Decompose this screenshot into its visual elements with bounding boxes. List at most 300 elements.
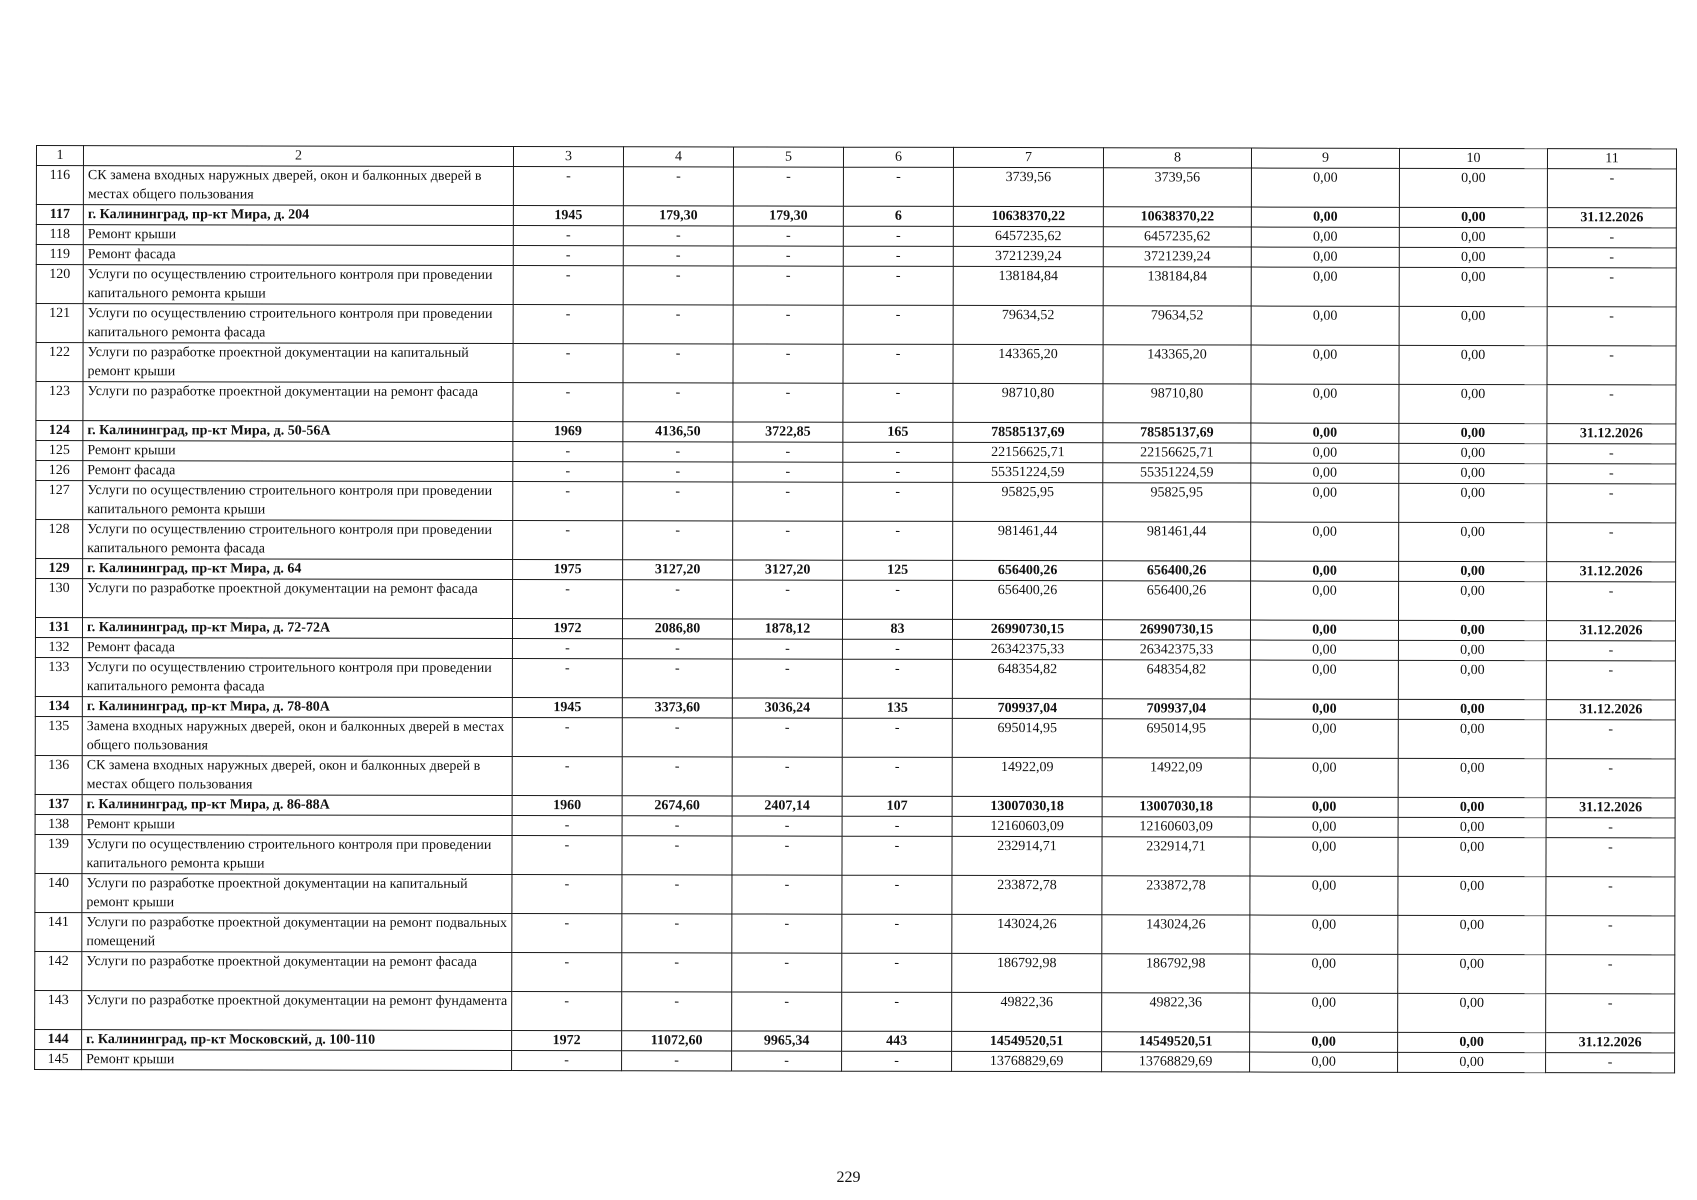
year-built-cell: - — [513, 245, 623, 265]
other-funds-cell: 0,00 — [1398, 876, 1546, 915]
total-area-cell: - — [623, 344, 733, 383]
fund-cost-cell: 49822,36 — [1102, 993, 1250, 1032]
fund-cost-cell: 232914,71 — [1102, 837, 1250, 876]
total-area-cell: - — [622, 718, 732, 757]
residents-count-cell: 125 — [843, 560, 953, 580]
fund-cost-cell: 143365,20 — [1103, 345, 1251, 384]
table-row — [36, 579, 1676, 621]
work-description-cell: г. Калининград, пр-кт Мира, д. 64 — [83, 559, 513, 580]
budget-funds-cell: 0,00 — [1251, 384, 1399, 423]
table-body — [35, 146, 1677, 1073]
total-area-cell: 3127,20 — [623, 560, 733, 580]
total-cost-cell: 981461,44 — [953, 521, 1103, 560]
budget-funds-cell: 0,00 — [1251, 227, 1399, 247]
living-area-cell: - — [732, 816, 842, 836]
living-area-cell: - — [733, 521, 843, 560]
year-built-cell: 1969 — [513, 421, 623, 441]
row-number-cell: 121 — [36, 304, 83, 343]
row-number-cell: 135 — [35, 716, 82, 755]
row-number-cell: 130 — [36, 579, 83, 618]
fund-cost-cell: 12160603,09 — [1102, 817, 1250, 837]
fund-cost-cell: 13768829,69 — [1102, 1052, 1250, 1072]
completion-date-cell: - — [1547, 464, 1676, 484]
year-built-cell: 1975 — [513, 559, 623, 579]
living-area-cell: - — [732, 659, 842, 698]
living-area-cell: - — [733, 246, 843, 266]
budget-funds-cell: 0,00 — [1250, 915, 1398, 954]
work-description-cell: Услуги по разработке проектной документации на капитальный ремонт крыши — [82, 874, 512, 914]
total-area-cell: - — [623, 482, 733, 521]
budget-funds-cell: 0,00 — [1251, 168, 1399, 207]
completion-date-cell: - — [1547, 523, 1676, 562]
work-description-cell: Ремонт фасада — [83, 461, 513, 482]
year-built-cell: - — [513, 579, 623, 618]
total-cost-cell: 656400,26 — [953, 560, 1103, 580]
living-area-cell: - — [732, 992, 842, 1031]
living-area-cell: - — [733, 167, 843, 206]
budget-funds-cell: 0,00 — [1250, 1052, 1398, 1072]
total-cost-cell: 3721239,24 — [953, 246, 1103, 266]
table-row — [35, 951, 1675, 993]
table-row — [35, 716, 1675, 758]
residents-count-cell: - — [843, 246, 953, 266]
year-built-cell: - — [513, 481, 623, 520]
living-area-cell: - — [733, 462, 843, 482]
residents-count-cell: - — [842, 992, 952, 1031]
column-number-4: 4 — [623, 147, 733, 167]
completion-date-cell: - — [1546, 877, 1675, 916]
work-description-cell: СК замена входных наружных дверей, окон и балконных дверей в местах общего пользования — [82, 756, 512, 796]
other-funds-cell: 0,00 — [1398, 954, 1546, 993]
other-funds-cell: 0,00 — [1399, 423, 1547, 443]
residents-count-cell: 6 — [843, 206, 953, 226]
budget-funds-cell: 0,00 — [1251, 306, 1399, 345]
living-area-cell: 3036,24 — [732, 698, 842, 718]
completion-date-cell: - — [1546, 720, 1675, 759]
completion-date-cell: 31.12.2026 — [1547, 208, 1676, 228]
fund-cost-cell: 78585137,69 — [1103, 423, 1251, 443]
budget-funds-cell: 0,00 — [1251, 345, 1399, 384]
table-row — [36, 343, 1676, 385]
completion-date-cell: - — [1546, 759, 1675, 798]
other-funds-cell: 0,00 — [1398, 620, 1546, 640]
total-area-cell: - — [622, 875, 732, 914]
other-funds-cell: 0,00 — [1399, 168, 1547, 207]
residents-count-cell: - — [842, 875, 952, 914]
total-area-cell: - — [623, 383, 733, 422]
total-area-cell: 2674,60 — [622, 796, 732, 816]
row-number-cell: 136 — [35, 755, 82, 794]
total-cost-cell: 12160603,09 — [952, 816, 1102, 836]
completion-date-cell: 31.12.2026 — [1547, 424, 1676, 444]
year-built-cell: 1972 — [512, 618, 622, 638]
fund-cost-cell: 79634,52 — [1103, 306, 1251, 345]
fund-cost-cell: 3739,56 — [1103, 168, 1251, 207]
residents-count-cell: - — [842, 639, 952, 659]
year-built-cell: - — [512, 991, 622, 1030]
year-built-cell: - — [512, 874, 622, 913]
fund-cost-cell: 14922,09 — [1102, 758, 1250, 797]
completion-date-cell: - — [1547, 385, 1676, 424]
other-funds-cell: 0,00 — [1398, 699, 1546, 719]
total-cost-cell: 10638370,22 — [953, 206, 1103, 226]
address-row — [36, 559, 1676, 582]
year-built-cell: - — [512, 1050, 622, 1070]
column-number-6: 6 — [843, 147, 953, 167]
row-number-cell: 142 — [35, 951, 82, 990]
year-built-cell: - — [512, 952, 622, 991]
total-area-cell: - — [623, 246, 733, 266]
other-funds-cell: 0,00 — [1399, 522, 1547, 561]
fund-cost-cell: 656400,26 — [1103, 561, 1251, 581]
total-area-cell: - — [622, 992, 732, 1031]
column-number-8: 8 — [1103, 148, 1251, 168]
work-description-cell: г. Калининград, пр-кт Мира, д. 50-56А — [83, 421, 513, 442]
work-description-cell: Ремонт крыши — [83, 441, 513, 462]
living-area-cell: - — [733, 580, 843, 619]
row-number-cell: 118 — [36, 225, 83, 245]
living-area-cell: - — [732, 639, 842, 659]
row-number-cell: 143 — [35, 990, 82, 1029]
total-area-cell: - — [622, 1051, 732, 1071]
residents-count-cell: - — [843, 305, 953, 344]
total-cost-cell: 14549520,51 — [952, 1031, 1102, 1051]
other-funds-cell: 0,00 — [1398, 660, 1546, 699]
fund-cost-cell: 26342375,33 — [1102, 640, 1250, 660]
row-number-cell: 140 — [35, 873, 82, 912]
living-area-cell: - — [732, 718, 842, 757]
budget-funds-cell: 0,00 — [1251, 443, 1399, 463]
total-cost-cell: 233872,78 — [952, 875, 1102, 914]
fund-cost-cell: 6457235,62 — [1103, 227, 1251, 247]
table-row — [35, 912, 1675, 954]
table-row — [36, 382, 1676, 424]
completion-date-cell: - — [1547, 268, 1676, 307]
year-built-cell: 1960 — [512, 795, 622, 815]
residents-count-cell: - — [843, 344, 953, 383]
row-number-cell: 138 — [35, 814, 82, 834]
year-built-cell: 1972 — [512, 1030, 622, 1050]
year-built-cell: - — [512, 638, 622, 658]
completion-date-cell: - — [1547, 484, 1676, 523]
address-row — [35, 618, 1675, 641]
total-area-cell: - — [623, 580, 733, 619]
residents-count-cell: 83 — [842, 619, 952, 639]
work-description-cell: г. Калининград, пр-кт Мира, д. 86-88А — [82, 795, 512, 816]
total-area-cell: - — [623, 442, 733, 462]
budget-funds-cell: 0,00 — [1250, 837, 1398, 876]
living-area-cell: 9965,34 — [732, 1031, 842, 1051]
row-number-cell: 133 — [35, 657, 82, 696]
completion-date-cell: 31.12.2026 — [1546, 798, 1675, 818]
living-area-cell: - — [733, 442, 843, 462]
other-funds-cell: 0,00 — [1399, 483, 1547, 522]
completion-date-cell: - — [1547, 346, 1676, 385]
row-number-cell: 144 — [35, 1029, 82, 1049]
table-row — [36, 166, 1676, 208]
total-cost-cell: 14922,09 — [952, 757, 1102, 796]
residents-count-cell: - — [842, 914, 952, 953]
total-area-cell: - — [623, 305, 733, 344]
year-built-cell: - — [513, 225, 623, 245]
year-built-cell: - — [513, 441, 623, 461]
table-row — [35, 873, 1675, 915]
table-row — [35, 1049, 1675, 1072]
budget-funds-cell: 0,00 — [1251, 483, 1399, 522]
work-description-cell: Услуги по осуществлению строительного контроля при проведении капитального ремонта крыши — [83, 265, 513, 305]
total-cost-cell: 79634,52 — [953, 305, 1103, 344]
total-cost-cell: 656400,26 — [953, 580, 1103, 619]
table-row — [36, 481, 1676, 523]
work-description-cell: Услуги по разработке проектной документации на ремонт фасада — [83, 382, 513, 422]
year-built-cell: - — [512, 756, 622, 795]
completion-date-cell: - — [1547, 307, 1676, 346]
total-area-cell: - — [622, 836, 732, 875]
completion-date-cell: - — [1547, 169, 1676, 208]
works-table — [34, 145, 1677, 1073]
row-number-cell: 128 — [36, 520, 83, 559]
address-row — [36, 205, 1676, 228]
row-number-cell: 124 — [36, 421, 83, 441]
total-cost-cell: 26342375,33 — [952, 639, 1102, 659]
column-number-11: 11 — [1547, 149, 1676, 169]
budget-funds-cell: 0,00 — [1250, 640, 1398, 660]
budget-funds-cell: 0,00 — [1251, 463, 1399, 483]
fund-cost-cell: 3721239,24 — [1103, 247, 1251, 267]
address-row — [35, 696, 1675, 719]
budget-funds-cell: 0,00 — [1250, 758, 1398, 797]
total-area-cell: 2086,80 — [622, 619, 732, 639]
table-row — [35, 834, 1675, 876]
budget-funds-cell: 0,00 — [1250, 719, 1398, 758]
other-funds-cell: 0,00 — [1399, 561, 1547, 581]
table-row — [36, 304, 1676, 346]
year-built-cell: - — [512, 717, 622, 756]
residents-count-cell: - — [843, 167, 953, 206]
total-cost-cell: 55351224,59 — [953, 462, 1103, 482]
column-number-3: 3 — [513, 147, 623, 167]
fund-cost-cell: 13007030,18 — [1102, 797, 1250, 817]
completion-date-cell: - — [1546, 1053, 1675, 1073]
total-area-cell: - — [623, 462, 733, 482]
page-number: 229 — [836, 1169, 861, 1186]
other-funds-cell: 0,00 — [1399, 207, 1547, 227]
residents-count-cell: - — [843, 226, 953, 246]
work-description-cell: Услуги по осуществлению строительного контроля при проведении капитального ремонта фасада — [83, 520, 513, 560]
year-built-cell: - — [513, 520, 623, 559]
row-number-cell: 123 — [36, 382, 83, 421]
living-area-cell: - — [732, 914, 842, 953]
year-built-cell: - — [513, 461, 623, 481]
fund-cost-cell: 22156625,71 — [1103, 443, 1251, 463]
fund-cost-cell: 656400,26 — [1103, 581, 1251, 620]
table-row — [35, 990, 1675, 1032]
total-cost-cell: 709937,04 — [952, 698, 1102, 718]
year-built-cell: - — [512, 913, 622, 952]
budget-funds-cell: 0,00 — [1251, 247, 1399, 267]
year-built-cell: - — [512, 658, 622, 697]
residents-count-cell: - — [843, 266, 953, 305]
residents-count-cell: - — [843, 383, 953, 422]
fund-cost-cell: 138184,84 — [1103, 267, 1251, 306]
total-cost-cell: 143024,26 — [952, 914, 1102, 953]
completion-date-cell: 31.12.2026 — [1547, 562, 1676, 582]
fund-cost-cell: 695014,95 — [1102, 719, 1250, 758]
total-cost-cell: 13007030,18 — [952, 796, 1102, 816]
budget-funds-cell: 0,00 — [1250, 817, 1398, 837]
work-description-cell: Услуги по осуществлению строительного контроля при проведении капитального ремонта крыши — [82, 835, 512, 875]
year-built-cell: - — [512, 815, 622, 835]
budget-funds-cell: 0,00 — [1251, 561, 1399, 581]
total-cost-cell: 98710,80 — [953, 383, 1103, 422]
living-area-cell: 3722,85 — [733, 422, 843, 442]
row-number-cell: 145 — [35, 1049, 82, 1069]
completion-date-cell: - — [1546, 916, 1675, 955]
fund-cost-cell: 10638370,22 — [1103, 207, 1251, 227]
living-area-cell: - — [733, 226, 843, 246]
row-number-cell: 126 — [36, 461, 83, 481]
row-number-cell: 139 — [35, 834, 82, 873]
year-built-cell: - — [513, 265, 623, 304]
residents-count-cell: - — [843, 442, 953, 462]
total-area-cell: - — [622, 659, 732, 698]
total-area-cell: - — [623, 226, 733, 246]
living-area-cell: 2407,14 — [732, 796, 842, 816]
other-funds-cell: 0,00 — [1398, 1052, 1546, 1072]
total-area-cell: 11072,60 — [622, 1031, 732, 1051]
completion-date-cell: - — [1547, 248, 1676, 268]
budget-funds-cell: 0,00 — [1251, 267, 1399, 306]
total-cost-cell: 232914,71 — [952, 836, 1102, 875]
other-funds-cell: 0,00 — [1399, 463, 1547, 483]
total-area-cell: - — [623, 167, 733, 206]
living-area-cell: - — [732, 953, 842, 992]
completion-date-cell: - — [1547, 228, 1676, 248]
row-number-cell: 137 — [35, 794, 82, 814]
row-number-cell: 129 — [36, 559, 83, 579]
completion-date-cell: - — [1546, 661, 1675, 700]
column-number-1: 1 — [36, 146, 83, 166]
other-funds-cell: 0,00 — [1398, 797, 1546, 817]
row-number-cell: 117 — [36, 205, 83, 225]
residents-count-cell: 443 — [842, 1031, 952, 1051]
fund-cost-cell: 95825,95 — [1103, 483, 1251, 522]
row-number-cell: 125 — [36, 441, 83, 461]
work-description-cell: Ремонт фасада — [82, 638, 512, 659]
budget-funds-cell: 0,00 — [1251, 207, 1399, 227]
total-area-cell: - — [622, 816, 732, 836]
year-built-cell: - — [513, 382, 623, 421]
row-number-cell: 119 — [36, 245, 83, 265]
total-cost-cell: 26990730,15 — [952, 619, 1102, 639]
fund-cost-cell: 981461,44 — [1103, 522, 1251, 561]
row-number-cell: 127 — [36, 481, 83, 520]
other-funds-cell: 0,00 — [1399, 443, 1547, 463]
living-area-cell: - — [733, 383, 843, 422]
total-area-cell: - — [622, 757, 732, 796]
row-number-cell: 120 — [36, 265, 83, 304]
residents-count-cell: - — [842, 836, 952, 875]
row-number-cell: 132 — [35, 637, 82, 657]
work-description-cell: Замена входных наружных дверей, окон и балконных дверей в местах общего пользования — [82, 717, 512, 757]
year-built-cell: - — [513, 304, 623, 343]
total-cost-cell: 13768829,69 — [952, 1051, 1102, 1071]
completion-date-cell: 31.12.2026 — [1546, 700, 1675, 720]
residents-count-cell: 135 — [842, 698, 952, 718]
work-description-cell: Услуги по разработке проектной документации на ремонт фасада — [82, 952, 512, 992]
completion-date-cell: - — [1546, 641, 1675, 661]
work-description-cell: г. Калининград, пр-кт Мира, д. 72-72А — [82, 618, 512, 639]
residents-count-cell: - — [842, 1051, 952, 1071]
fund-cost-cell: 186792,98 — [1102, 954, 1250, 993]
row-number-cell: 141 — [35, 912, 82, 951]
residents-count-cell: 165 — [843, 422, 953, 442]
table-row — [35, 755, 1675, 797]
other-funds-cell: 0,00 — [1399, 267, 1547, 306]
total-cost-cell: 49822,36 — [952, 992, 1102, 1031]
residents-count-cell: - — [842, 953, 952, 992]
fund-cost-cell: 143024,26 — [1102, 915, 1250, 954]
residents-count-cell: - — [842, 816, 952, 836]
completion-date-cell: - — [1547, 444, 1676, 464]
budget-funds-cell: 0,00 — [1251, 423, 1399, 443]
residents-count-cell: - — [843, 521, 953, 560]
address-row — [36, 421, 1676, 444]
other-funds-cell: 0,00 — [1398, 719, 1546, 758]
total-area-cell: - — [623, 266, 733, 305]
residents-count-cell: - — [842, 659, 952, 698]
work-description-cell: Ремонт крыши — [83, 225, 513, 246]
total-cost-cell: 186792,98 — [952, 953, 1102, 992]
work-description-cell: Ремонт крыши — [82, 815, 512, 836]
row-number-cell: 116 — [36, 166, 83, 205]
fund-cost-cell: 709937,04 — [1102, 699, 1250, 719]
budget-funds-cell: 0,00 — [1250, 1032, 1398, 1052]
fund-cost-cell: 14549520,51 — [1102, 1032, 1250, 1052]
row-number-cell: 122 — [36, 343, 83, 382]
year-built-cell: - — [513, 167, 623, 206]
year-built-cell: - — [512, 835, 622, 874]
budget-funds-cell: 0,00 — [1250, 620, 1398, 640]
year-built-cell: 1945 — [513, 205, 623, 225]
work-description-cell: Услуги по разработке проектной документации на капитальный ремонт крыши — [83, 343, 513, 383]
living-area-cell: 1878,12 — [732, 619, 842, 639]
total-area-cell: - — [622, 639, 732, 659]
other-funds-cell: 0,00 — [1399, 306, 1547, 345]
work-description-cell: Услуги по осуществлению строительного контроля при проведении капитального ремонта крыши — [83, 481, 513, 521]
other-funds-cell: 0,00 — [1398, 758, 1546, 797]
total-cost-cell: 648354,82 — [952, 659, 1102, 698]
residents-count-cell: - — [843, 462, 953, 482]
completion-date-cell: 31.12.2026 — [1546, 1033, 1675, 1053]
total-cost-cell: 6457235,62 — [953, 226, 1103, 246]
address-row — [35, 1029, 1675, 1052]
living-area-cell: - — [732, 875, 842, 914]
total-area-cell: - — [623, 521, 733, 560]
row-number-cell: 131 — [35, 618, 82, 638]
other-funds-cell: 0,00 — [1398, 993, 1546, 1032]
completion-date-cell: 31.12.2026 — [1546, 621, 1675, 641]
living-area-cell: - — [733, 482, 843, 521]
other-funds-cell: 0,00 — [1399, 384, 1547, 423]
completion-date-cell: - — [1546, 838, 1675, 877]
residents-count-cell: 107 — [842, 796, 952, 816]
work-description-cell: Ремонт крыши — [82, 1050, 512, 1071]
other-funds-cell: 0,00 — [1398, 817, 1546, 837]
residents-count-cell: - — [843, 482, 953, 521]
other-funds-cell: 0,00 — [1399, 247, 1547, 267]
fund-cost-cell: 98710,80 — [1103, 384, 1251, 423]
